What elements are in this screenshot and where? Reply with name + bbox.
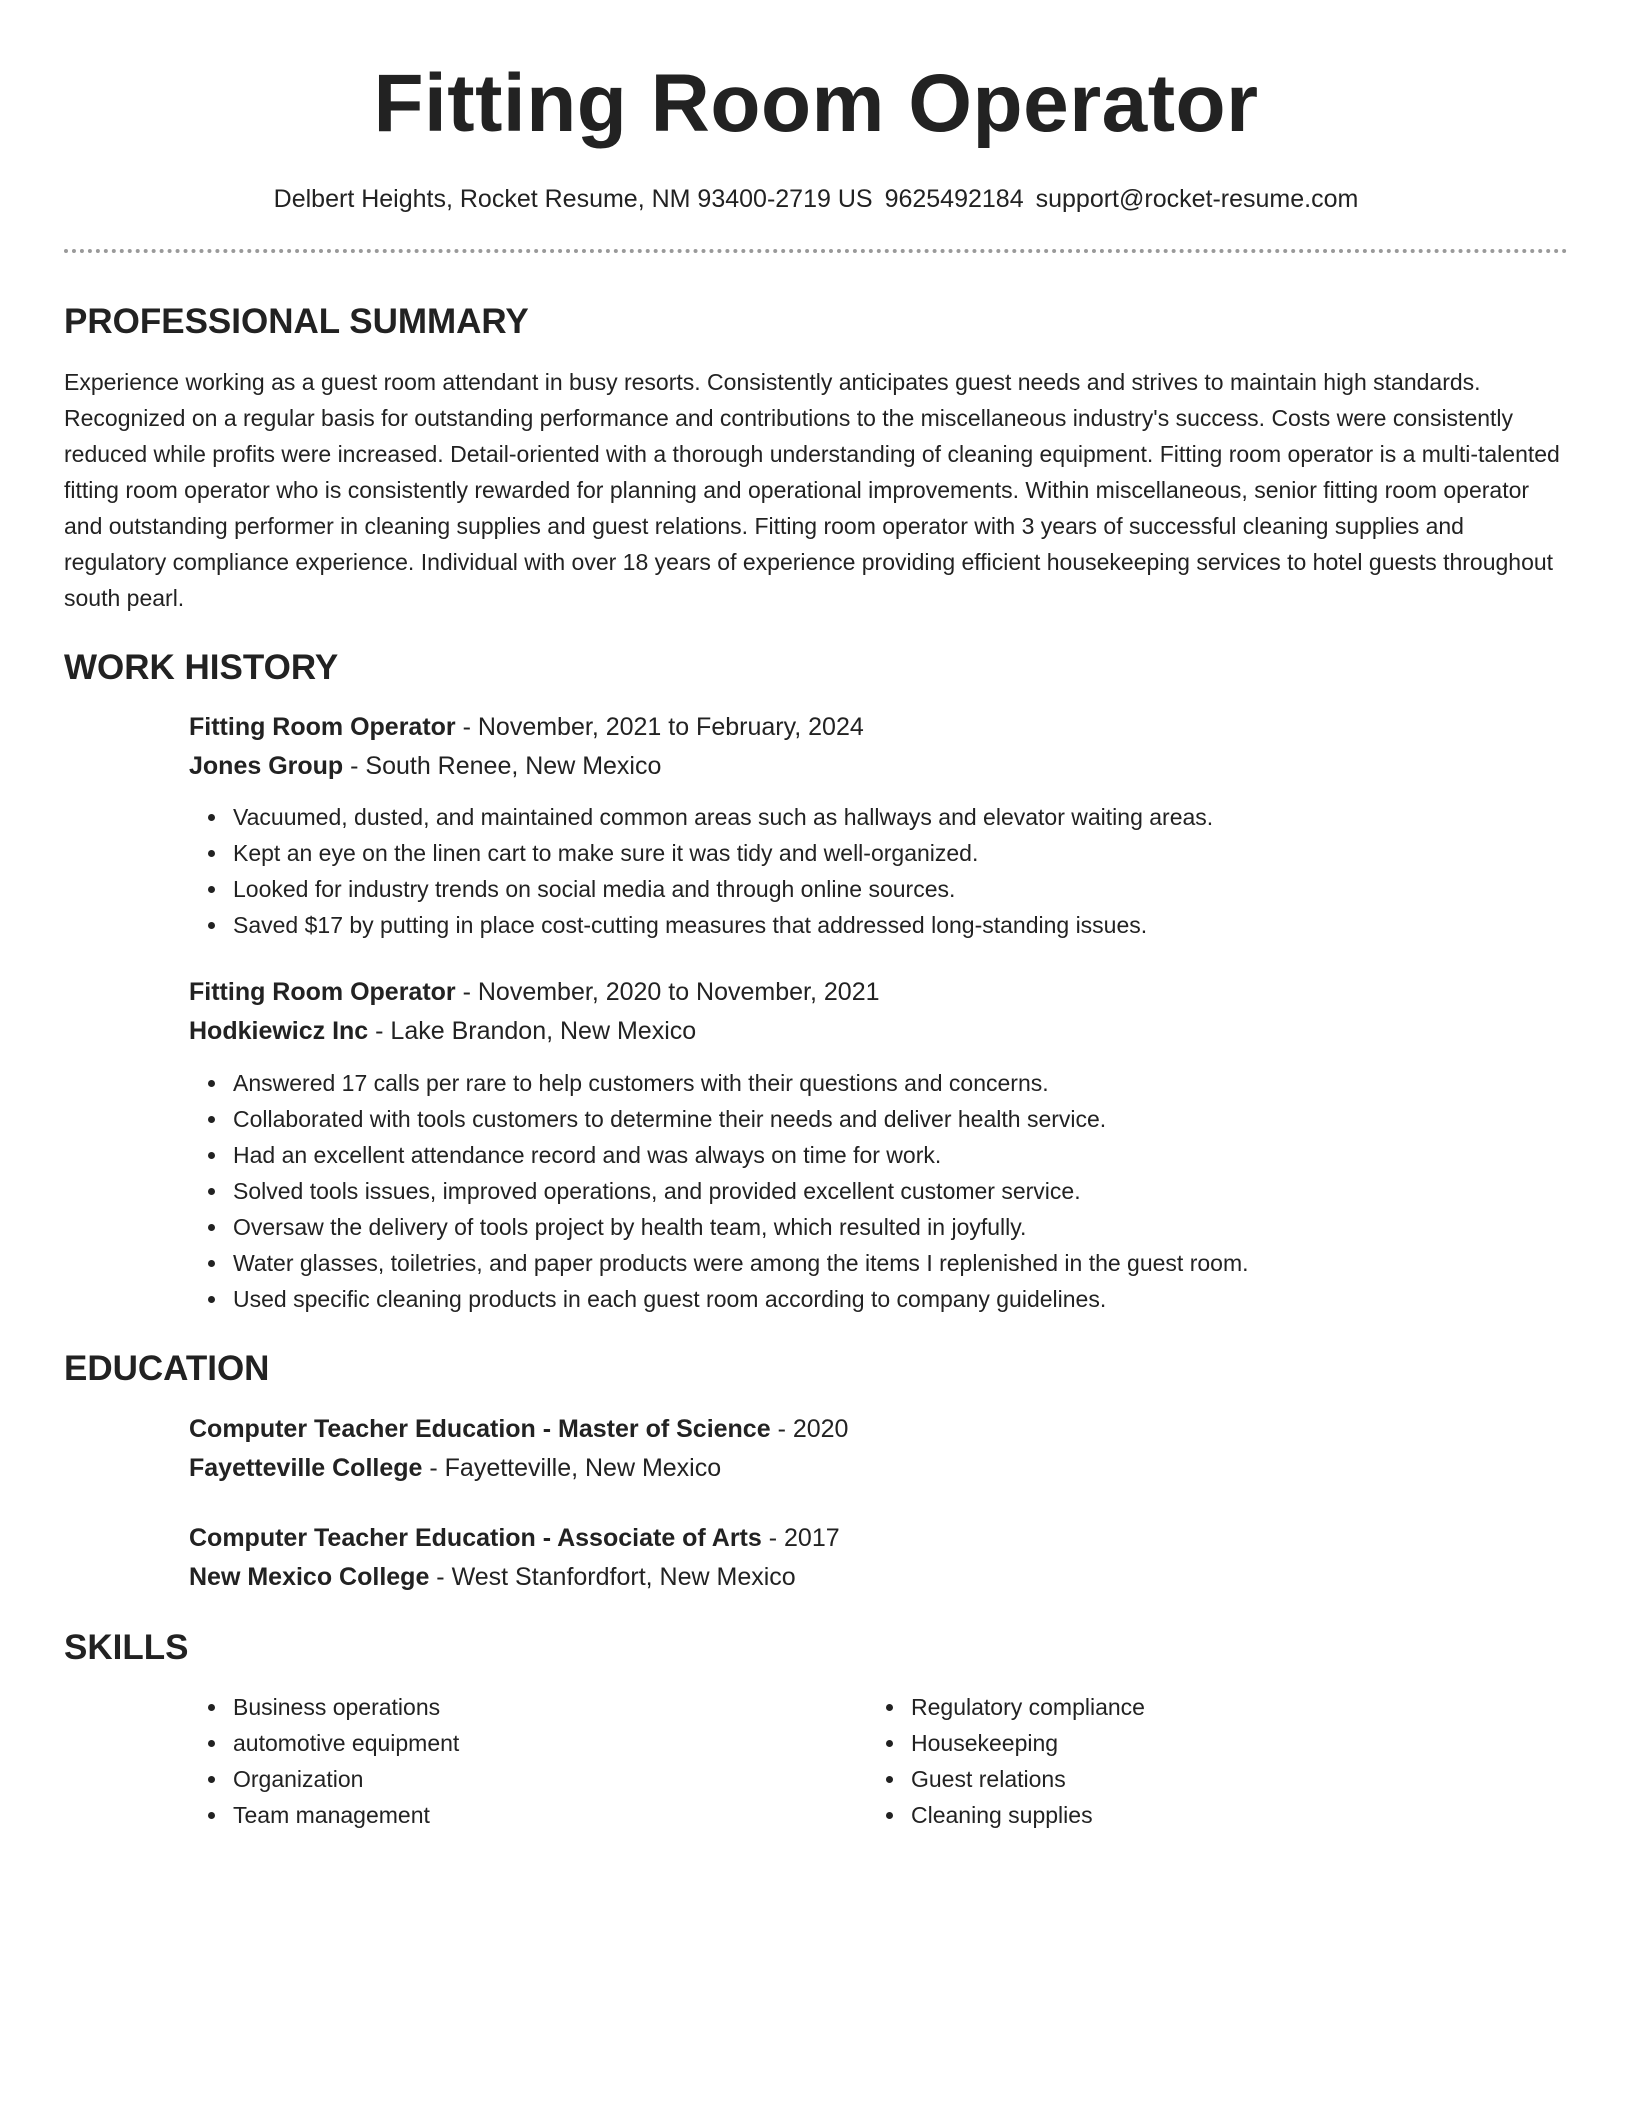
- section-title-education: EDUCATION: [64, 1349, 270, 1388]
- education-location: - West Stanfordfort, New Mexico: [429, 1563, 796, 1591]
- list-item: Used specific cleaning products in each guest room according to company guidelines.: [189, 1281, 1568, 1317]
- job-dates: - November, 2021 to February, 2024: [455, 713, 864, 741]
- education-school: New Mexico College: [189, 1563, 430, 1591]
- skill-item: automotive equipment: [189, 1725, 867, 1761]
- section-title-work-history: WORK HISTORY: [64, 648, 339, 687]
- education-year: - 2020: [770, 1415, 849, 1443]
- education-degree-line: [189, 1519, 1568, 1558]
- header-divider: [64, 249, 1568, 253]
- job-company-line: [189, 1012, 1568, 1051]
- education-entry-1: [189, 1410, 1568, 1488]
- job-company-line: [189, 747, 1568, 786]
- job-location: - South Renee, New Mexico: [343, 752, 662, 780]
- job-entry-1: [189, 708, 1568, 943]
- education-school-line: [189, 1449, 1568, 1488]
- skill-item: Cleaning supplies: [867, 1797, 1545, 1833]
- job-role: Fitting Room Operator: [189, 713, 456, 741]
- skills-grid: [189, 1689, 1568, 1833]
- job-location: - Lake Brandon, New Mexico: [368, 1017, 697, 1045]
- skills-column-right: [867, 1689, 1545, 1833]
- list-item: Kept an eye on the linen cart to make sure it was tidy and well-organized.: [189, 835, 1568, 871]
- job-bullets: [189, 1065, 1568, 1317]
- list-item: Saved $17 by putting in place cost-cutting measures that addressed long-standing issues.: [189, 907, 1568, 943]
- list-item: Answered 17 calls per rare to help customers with their questions and concerns.: [189, 1065, 1568, 1101]
- contact-line: [64, 187, 1568, 212]
- resume-name: Fitting Room Operator: [373, 58, 1259, 149]
- job-role: Fitting Room Operator: [189, 978, 456, 1006]
- list-item: Had an excellent attendance record and was always on time for work.: [189, 1137, 1568, 1173]
- list-item: Solved tools issues, improved operations, and provided excellent customer service.: [189, 1173, 1568, 1209]
- list-item: Oversaw the delivery of tools project by health team, which resulted in joyfully.: [189, 1209, 1568, 1245]
- skill-item: Team management: [189, 1797, 867, 1833]
- section-title-skills: SKILLS: [64, 1628, 189, 1667]
- contact-email: support@rocket-resume.com: [1035, 185, 1359, 213]
- section-title-summary: PROFESSIONAL SUMMARY: [64, 302, 529, 341]
- skill-item: Guest relations: [867, 1761, 1545, 1797]
- skill-item: Housekeeping: [867, 1725, 1545, 1761]
- summary-text: Experience working as a guest room attendant in busy resorts. Consistently anticipates guest needs and strives to maintain high standards. Recognized on a regular basis for outstanding performance and contributions to the miscellaneous industry's success. Costs were consistently reduced while profits were increased. Detail-oriented with a thorough understanding of cleaning equipment. Fitting room operator is a multi-talented fitting room operator who is consistently rewarded for planning and operational improvements. Within miscellaneous, senior fitting room operator and outstanding performer in cleaning supplies and guest relations. Fitting room operator with 3 years of successful cleaning supplies and regulatory compliance experience. Individual with over 18 years of experience providing efficient housekeeping services to hotel guests throughout south pearl.: [64, 369, 1560, 611]
- list-item: Looked for industry trends on social media and through online sources.: [189, 871, 1568, 907]
- job-bullets: [189, 799, 1568, 943]
- list-item: Water glasses, toiletries, and paper products were among the items I replenished in the guest room.: [189, 1245, 1568, 1281]
- list-item: Vacuumed, dusted, and maintained common areas such as hallways and elevator waiting areas.: [189, 799, 1568, 835]
- education-year: - 2017: [761, 1524, 840, 1552]
- skill-item: Organization: [189, 1761, 867, 1797]
- job-title-line: [189, 973, 1568, 1012]
- skill-item: Business operations: [189, 1689, 867, 1725]
- education-school-line: [189, 1558, 1568, 1597]
- contact-address: Delbert Heights, Rocket Resume, NM 93400-2719 US: [273, 185, 873, 213]
- education-degree-line: [189, 1410, 1568, 1449]
- education-school: Fayetteville College: [189, 1454, 423, 1482]
- job-company: Jones Group: [189, 752, 344, 780]
- education-entry-2: [189, 1519, 1568, 1597]
- education-degree: Computer Teacher Education - Master of Science: [189, 1415, 771, 1443]
- education-degree: Computer Teacher Education - Associate of Arts: [189, 1524, 762, 1552]
- job-company: Hodkiewicz Inc: [189, 1017, 369, 1045]
- job-entry-2: [189, 973, 1568, 1317]
- job-dates: - November, 2020 to November, 2021: [455, 978, 880, 1006]
- contact-phone: 9625492184: [884, 185, 1024, 213]
- list-item: Collaborated with tools customers to determine their needs and deliver health service.: [189, 1101, 1568, 1137]
- job-title-line: [189, 708, 1568, 747]
- skills-column-left: [189, 1689, 867, 1833]
- education-location: - Fayetteville, New Mexico: [422, 1454, 722, 1482]
- skill-item: Regulatory compliance: [867, 1689, 1545, 1725]
